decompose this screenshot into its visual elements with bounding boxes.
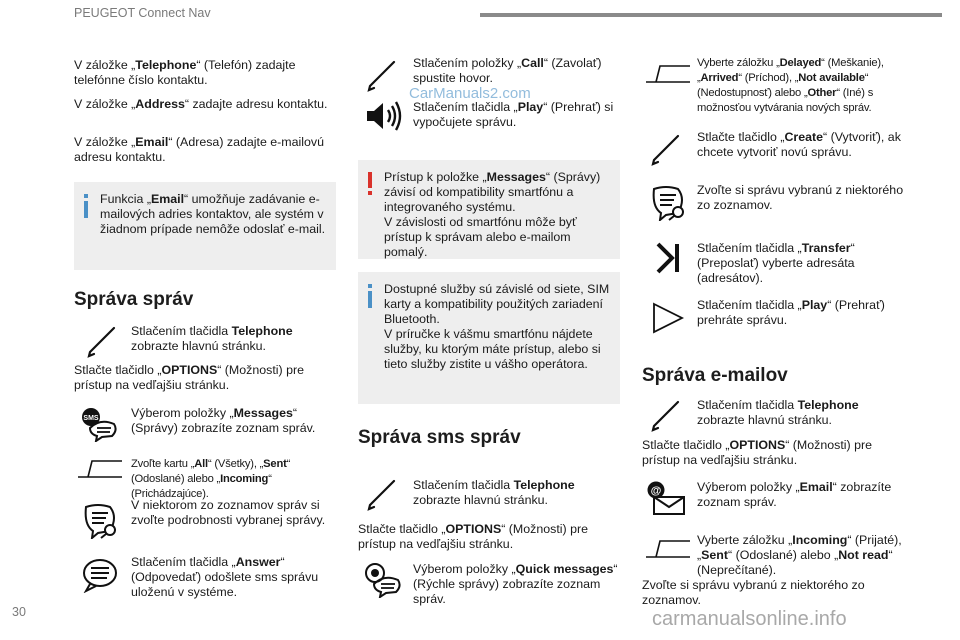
info-mark-icon	[365, 284, 375, 308]
step-messages: Výberom položky „Messages“ (Správy) zobrazíte zoznam správ.	[131, 406, 316, 435]
info-box-services	[358, 272, 620, 404]
section-heading-sms: Správa sms správ	[358, 427, 521, 448]
warning-box-text: Prístup k položke „Messages“ (Správy) závisí od kompatibility smartfónu a integrovaného systému. V závislosti od smartfónu môže byť prístup k správam alebo e-mailom pomalý.	[384, 170, 601, 259]
section-heading-messages: Správa správ	[74, 289, 194, 310]
email-icon	[646, 480, 686, 516]
col1-paragraph-email: V záložke „Email“ (Adresa) zadajte e-mailovú adresu kontaktu.	[74, 135, 324, 164]
svg-text:@: @	[650, 485, 662, 497]
info-box-email	[74, 182, 336, 270]
info-mark-icon	[81, 194, 91, 218]
step-tabs: Zvoľte kartu „All“ (Všetky), „Sent“ (Odoslané) alebo „Incoming“ (Prichádzajúce).	[131, 458, 291, 500]
speaker-icon	[363, 98, 403, 134]
warning-mark-icon	[365, 172, 375, 196]
step-quick-messages: Výberom položky „Quick messages“ (Rýchle správy) zobrazíte zoznam správ.	[413, 562, 618, 606]
pen-icon	[364, 56, 404, 92]
step-play-voice: Stlačením tlačidla „Play“ (Prehrať) si vypočujete správu.	[413, 100, 614, 129]
warning-box-messages	[358, 160, 620, 259]
step-email-list: Výberom položky „Email“ zobrazíte zoznam správ.	[697, 480, 892, 509]
pen-icon	[364, 475, 404, 511]
col1-paragraph-telephone: V záložke „Telephone“ (Telefón) zadajte telefónne číslo kontaktu.	[74, 58, 296, 87]
step-call: Stlačením položky „Call“ (Zavolať) spustite hovor.	[413, 56, 602, 85]
step-email-telephone: Stlačením tlačidla Telephone zobrazte hlavnú stránku.	[697, 398, 859, 427]
section-heading-email: Správa e-mailov	[642, 365, 788, 386]
watermark-carmanuals: CarManuals2.com	[409, 85, 531, 102]
page-number: 30	[12, 605, 26, 619]
list-detail-icon	[648, 185, 688, 221]
tab-bar-icon	[644, 538, 692, 560]
col1-paragraph-address: V záložke „Address“ zadajte adresu kontaktu.	[74, 97, 328, 111]
tab-bar-icon	[76, 458, 124, 480]
step-choose-message: Zvoľte si správu vybranú z niektorého zo zoznamov.	[697, 183, 904, 212]
list-detail-icon	[80, 503, 120, 539]
pen-icon	[84, 322, 124, 358]
step-create: Stlačte tlačidlo „Create“ (Vytvoriť), ak chcete vytvoriť novú správu.	[697, 130, 901, 159]
step-telephone: Stlačením tlačidla Telephone zobrazte hlavnú stránku.	[131, 324, 293, 353]
header-title: PEUGEOT Connect Nav	[74, 6, 211, 20]
step-email-options: Stlačte tlačidlo „OPTIONS“ (Možnosti) pre prístup na vedľajšiu stránku.	[642, 438, 872, 467]
sms-bubble-icon	[80, 406, 120, 442]
step-options: Stlačte tlačidlo „OPTIONS“ (Možnosti) pre prístup na vedľajšiu stránku.	[74, 363, 304, 392]
pen-icon	[648, 130, 688, 166]
step-sms-telephone: Stlačením tlačidla Telephone zobrazte hlavnú stránku.	[413, 478, 575, 507]
step-sms-options: Stlačte tlačidlo „OPTIONS“ (Možnosti) pre prístup na vedľajšiu stránku.	[358, 522, 588, 551]
forward-icon	[648, 240, 688, 276]
step-email-select: Zvoľte si správu vybranú z niektorého zo zoznamov.	[642, 578, 865, 607]
step-select-message: V niektorom zo zoznamov správ si zvoľte podrobnosti vybranej správy.	[131, 498, 326, 527]
answer-icon	[80, 557, 120, 593]
svg-text:SMS: SMS	[83, 415, 99, 422]
play-icon	[648, 300, 688, 336]
pen-icon	[648, 396, 688, 432]
watermark-footer: carmanualsonline.info	[652, 608, 847, 630]
step-play-message: Stlačením tlačidla „Play“ (Prehrať) prehráte správu.	[697, 298, 885, 327]
step-transfer: Stlačením tlačidla „Transfer“ (Preposlať) vyberte adresáta (adresátov).	[697, 241, 855, 285]
tab-bar-icon	[644, 63, 692, 85]
info-box-text: Funkcia „Email“ umožňuje zadávanie e-mailových adries kontaktov, ale systém v žiadnom prípade nemôže odoslať e-mail.	[100, 192, 326, 236]
step-answer: Stlačením tlačidla „Answer“ (Odpovedať) odošlete sms správu uloženú v systéme.	[131, 555, 319, 599]
step-email-tabs: Vyberte záložku „Incoming“ (Prijaté), „Sent“ (Odoslané) alebo „Not read“ (Neprečítané).	[697, 533, 902, 577]
header-bar	[480, 13, 942, 17]
info-box-services-text: Dostupné služby sú závislé od siete, SIM karty a kompatibility použitých zariadení Bluetooth. V príručke k vášmu smartfónu nájdete služby, ku ktorým máte prístup, alebo si tieto služby zistite u vášho operátora.	[384, 282, 610, 371]
step-delayed-tabs: Vyberte záložku „Delayed“ (Meškanie), „Arrived“ (Príchod), „Not available“ (Nedostupnosť) alebo „Other“ (Iné) s možnosťou vytvárania nových správ.	[697, 57, 884, 114]
quick-message-icon	[364, 562, 404, 598]
